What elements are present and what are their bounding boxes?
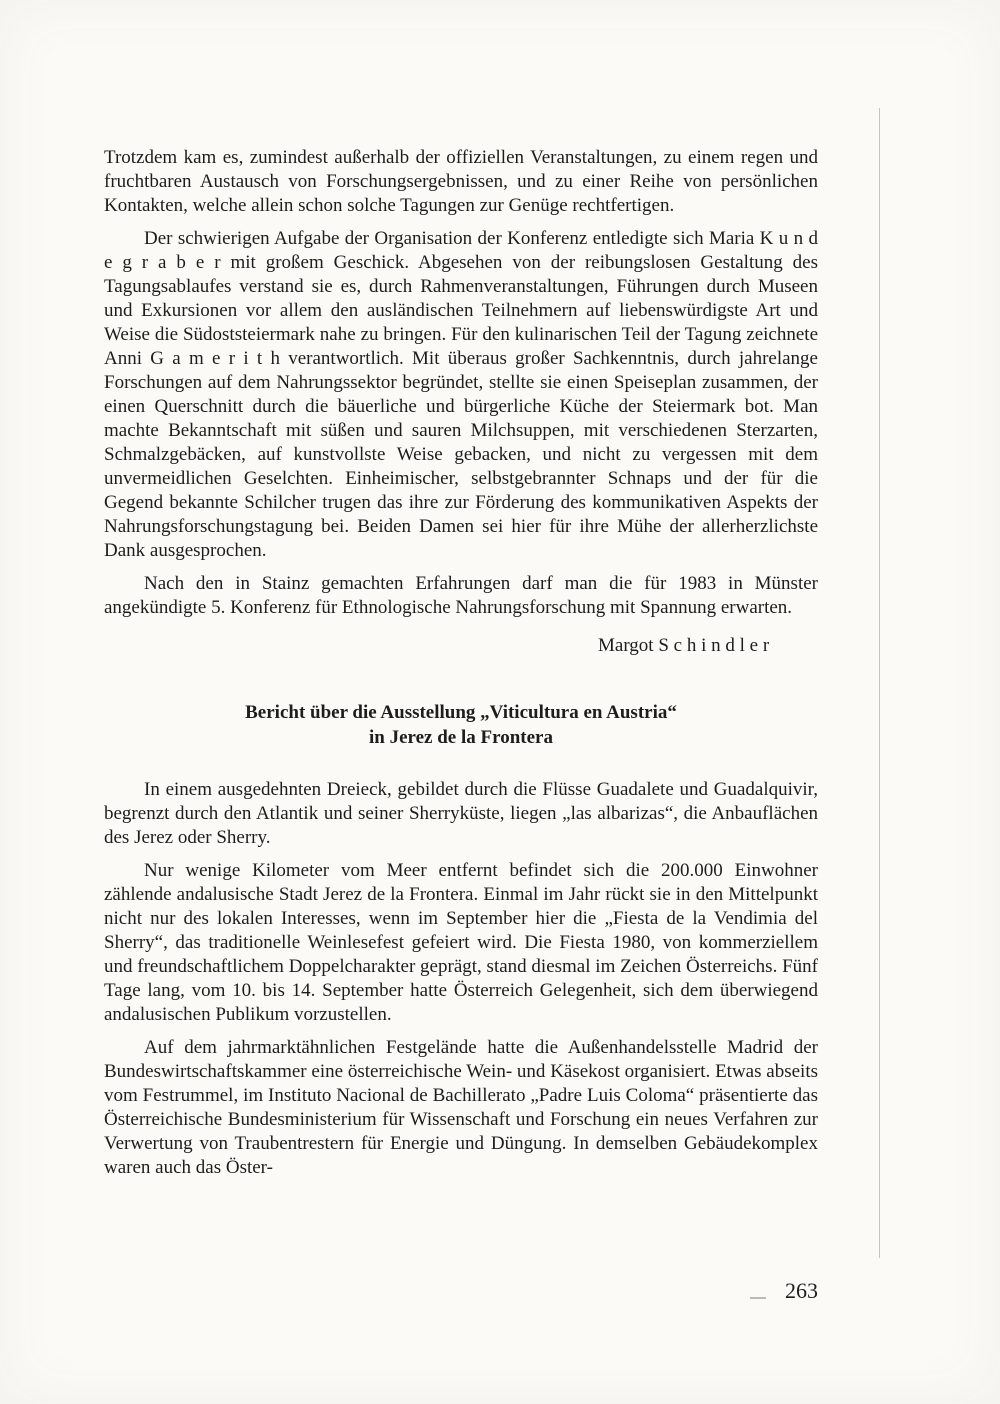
text-block xyxy=(104,146,818,1189)
paragraph-conference-organisation: Der schwierigen Aufgabe der Organisation der Konferenz entledigte sich Maria K u n d e g r a b e r mit großem Geschick. Abgesehen von der reibungslosen Gestaltung des Tagungsablaufes verstand sie es, durch Rahmenveranstaltungen, Führungen durch Museen und Exkursionen vor allem den ausländischen Teilnehmern auf liebenswürdigste Art und Weise die Südoststeiermark nahe zu bringen. Für den kulinarischen Teil der Tagung zeichnete Anni G a m e r i t h verantwortlich. Mit überaus großer Sachkenntnis, durch jahrelange Forschungen auf dem Nahrungssektor begründet, stellte sie einen Speiseplan zusammen, der einen Querschnitt durch die bäuerliche und bürgerliche Küche der Steiermark bot. Man machte Bekanntschaft mit süßen und sauren Milchsuppen, mit verschiedenen Sterzarten, Schmalzgebäcken, auf kunstvollste Weise gebacken, und nicht zu vergessen mit dem unvermeidlichen Geselchten. Einheimischer, selbstgebrannter Schnaps und der für die Gegend bekannte Schilcher trugen das ihre zur Förderung des kommunikativen Aspekts der Nahrungsforschungstagung bei. Beiden Damen sei hier für ihre Mühe der allerherzlichste Dank ausgesprochen. xyxy=(104,228,818,561)
paragraph-conference-exchange: Trotzdem kam es, zumindest außerhalb der offiziellen Veranstaltungen, zu einem regen und fruchtbaren Austausch von Forschungsergebnissen, und zu einer Reihe von persönlichen Kontakten, welche allein schon solche Tagungen zur Genüge rechtfertigen. xyxy=(104,147,818,216)
page-footer xyxy=(104,1278,818,1304)
page-number: 263 xyxy=(785,1278,818,1303)
section-heading-line-2: in Jerez de la Frontera xyxy=(369,727,553,748)
section-heading xyxy=(104,700,818,750)
author-signature: Margot S c h i n d l e r xyxy=(598,635,770,656)
scan-artifact-vertical-line xyxy=(879,108,880,1258)
paragraph-exhibition-fiesta: Nur wenige Kilometer vom Meer entfernt befindet sich die 200.000 Einwohner zählende andalusische Stadt Jerez de la Frontera. Einmal im Jahr rückt sie in den Mittelpunkt nicht nur des lokalen Interesses, wenn im September hier die „Fiesta de la Vendimia del Sherry“, das traditionelle Weinlesefest gefeiert wird. Die Fiesta 1980, von kommerziellem und freundschaftlichem Doppelcharakter geprägt, stand diesmal im Zeichen Österreichs. Fünf Tage lang, vom 10. bis 14. September hatte Österreich Gelegenheit, sich dem überwiegend andalusischen Publikum vorzustellen. xyxy=(104,860,818,1025)
paragraph-exhibition-festival-grounds: Auf dem jahrmarktähnlichen Festgelände hatte die Außenhandelsstelle Madrid der Bundeswirtschaftskammer eine österreichische Wein- und Käsekost organisiert. Etwas abseits vom Festrummel, im Instituto Nacional de Bachillerato „Padre Luis Coloma“ präsentierte das Österreichische Bundesministerium für Wissenschaft und Forschung ein neues Verfahren zur Verwertung von Traubentrestern für Energie und Düngung. In demselben Gebäudekomplex waren auch das Öster- xyxy=(104,1037,818,1178)
paragraph-exhibition-geography: In einem ausgedehnten Dreieck, gebildet durch die Flüsse Guadalete und Guadalquivir, begrenzt durch den Atlantik und seiner Sherryküste, liegen „las albarizas“, die Anbauflächen des Jerez oder Sherry. xyxy=(104,779,818,848)
paragraph-conference-outlook: Nach den in Stainz gemachten Erfahrungen darf man die für 1983 in Münster angekündigte 5. Konferenz für Ethnologische Nahrungsforschung mit Spannung erwarten. xyxy=(104,573,818,618)
section-heading-line-1: Bericht über die Ausstellung „Viticultura en Austria“ xyxy=(245,702,677,723)
